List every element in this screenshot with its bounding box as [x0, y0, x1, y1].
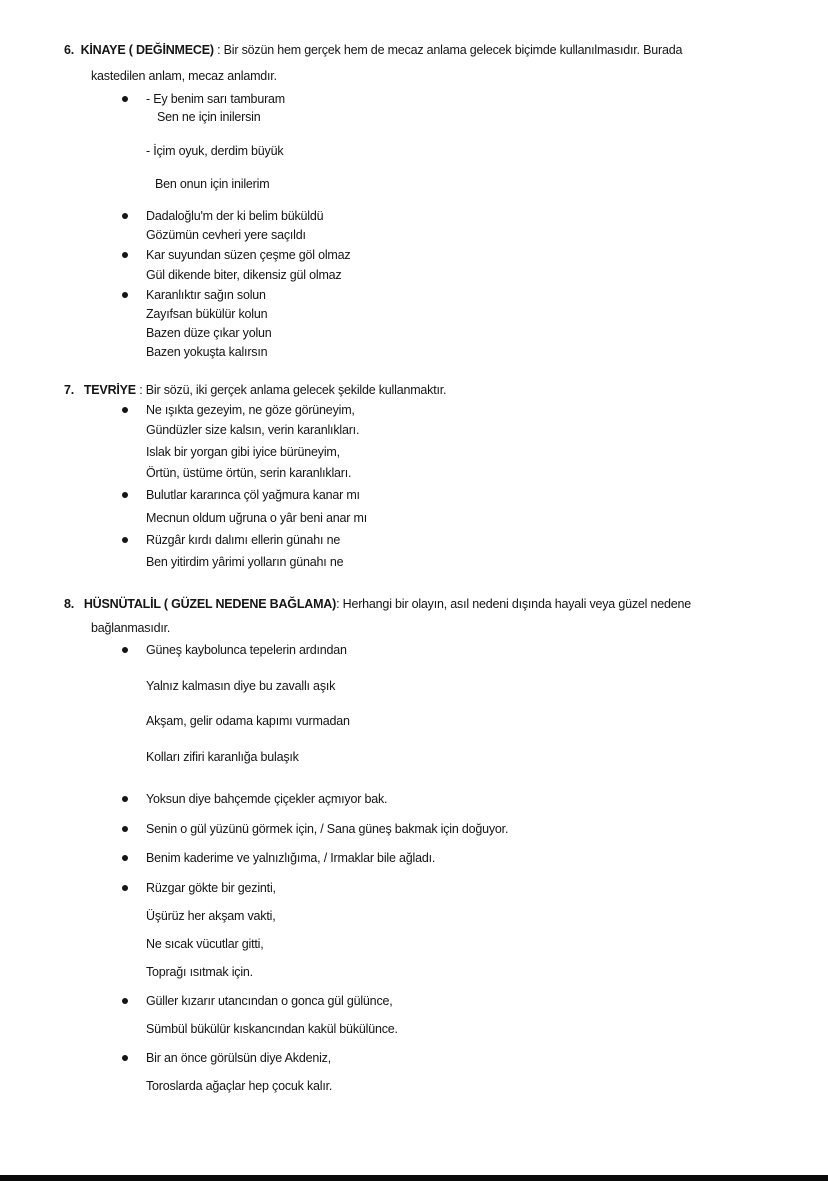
section-6-title: KİNAYE ( DEĞİNMECE) [80, 43, 214, 57]
example-line: Kolları zifiri karanlığa bulaşık [146, 750, 299, 764]
example-line: Gündüzler size kalsın, verin karanlıkları. [146, 423, 360, 437]
example-line: Mecnun oldum uğruna o yâr beni anar mı [146, 511, 368, 525]
example-line: Bazen düze çıkar yolun [146, 326, 272, 340]
example-line: Rüzgâr kırdı dalımı ellerin günahı ne [146, 533, 341, 547]
example-line: Senin o gül yüzünü görmek için, / Sana güneş bakmak için doğuyor. [146, 822, 509, 836]
example-line: Sümbül bükülür kıskancından kakül bükülünce. [146, 1022, 398, 1036]
section-8-title: HÜSNÜTALİL ( GÜZEL NEDENE BAĞLAMA) [83, 597, 337, 611]
example-line: Ne sıcak vücutlar gitti, [146, 937, 264, 951]
example-line: Rüzgar gökte bir gezinti, [146, 881, 276, 895]
example-line: Güller kızarır utancından o gonca gül gülünce, [146, 994, 393, 1008]
section-7-title: TEVRİYE [83, 383, 136, 397]
bullet-icon [122, 647, 128, 653]
section-7-definition: : Bir sözü, iki gerçek anlama gelecek şekilde kullanmaktır. [135, 383, 447, 397]
section-7-number: 7. [64, 383, 75, 397]
bullet-icon [122, 213, 128, 219]
example-line: Güneş kaybolunca tepelerin ardından [146, 643, 347, 657]
example-line: Sen ne için inilersin [157, 110, 261, 124]
section-8-heading-line [64, 596, 691, 612]
bullet-icon [122, 998, 128, 1004]
example-line: Gül dikende biter, dikensiz gül olmaz [146, 268, 342, 282]
bullet-icon [122, 796, 128, 802]
section-8-number: 8. [64, 597, 75, 611]
bullet-icon [122, 492, 128, 498]
section-8-definition: : Herhangi bir olayın, asıl nedeni dışında hayali veya güzel nedene [336, 597, 691, 611]
example-line: Karanlıktır sağın solun [146, 288, 266, 302]
example-line: Ne ışıkta gezeyim, ne göze görüneyim, [146, 403, 355, 417]
scan-bottom-edge [0, 1175, 828, 1181]
example-line: Bazen yokuşta kalırsın [146, 345, 268, 359]
example-line: Ben yitirdim yârimi yolların günahı ne [146, 555, 344, 569]
section-8-definition-cont: bağlanmasıdır. [91, 621, 171, 635]
example-line: Gözümün cevheri yere saçıldı [146, 228, 306, 242]
bullet-icon [122, 1055, 128, 1061]
bullet-icon [122, 96, 128, 102]
section-7-heading-line [64, 382, 446, 398]
bullet-icon [122, 855, 128, 861]
example-line: Bulutlar kararınca çöl yağmura kanar mı [146, 488, 360, 502]
example-line: Örtün, üstüme örtün, serin karanlıkları. [146, 466, 352, 480]
example-line: Kar suyundan süzen çeşme göl olmaz [146, 248, 351, 262]
section-6-number: 6. [64, 43, 75, 57]
example-line: Yoksun diye bahçemde çiçekler açmıyor bak. [146, 792, 388, 806]
section-6-definition-cont: kastedilen anlam, mecaz anlamdır. [91, 69, 277, 83]
bullet-icon [122, 252, 128, 258]
section-6-definition: : Bir sözün hem gerçek hem de mecaz anlama gelecek biçimde kullanılmasıdır. Burada [213, 43, 683, 57]
example-line: Benim kaderime ve yalnızlığıma, / Irmaklar bile ağladı. [146, 851, 436, 865]
example-line: Ben onun için inilerim [155, 177, 270, 191]
example-line: Akşam, gelir odama kapımı vurmadan [146, 714, 350, 728]
bullet-icon [122, 885, 128, 891]
bullet-icon [122, 407, 128, 413]
example-line: - Ey benim sarı tamburam [146, 92, 285, 106]
example-line: Bir an önce görülsün diye Akdeniz, [146, 1051, 331, 1065]
example-line: Toprağı ısıtmak için. [146, 965, 253, 979]
bullet-icon [122, 826, 128, 832]
bullet-icon [122, 537, 128, 543]
example-line: Toroslarda ağaçlar hep çocuk kalır. [146, 1079, 333, 1093]
example-line: Yalnız kalmasın diye bu zavallı aşık [146, 679, 336, 693]
bullet-icon [122, 292, 128, 298]
example-line: Zayıfsan bükülür kolun [146, 307, 268, 321]
example-line: Üşürüz her akşam vakti, [146, 909, 276, 923]
section-6-heading-line [64, 42, 682, 58]
example-line: Dadaloğlu'm der ki belim büküldü [146, 209, 324, 223]
example-line: Islak bir yorgan gibi iyice bürüneyim, [146, 445, 340, 459]
example-line: - İçim oyuk, derdim büyük [146, 144, 284, 158]
